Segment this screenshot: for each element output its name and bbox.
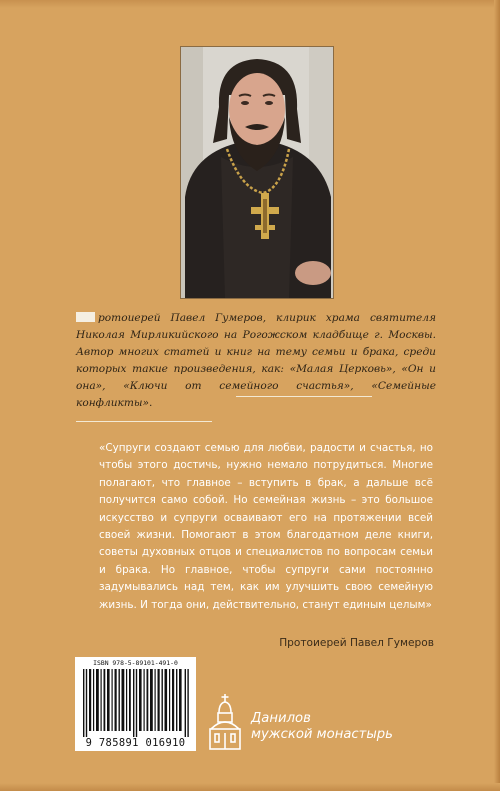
quote-author: Протоиерей Павел Гумеров xyxy=(279,637,434,649)
author-bio-text: ротоиерей Павел Гумеров, клирик храма святителя Николая Мирликийского на Рогожском кладбище г. Москвы. Автор многих статей и книг на тему семьи и брака, среди которых такие произведения, как: «Малая Церковь», «Он и она», «Ключи от семейного счастья», «Семейные конфликты». xyxy=(76,312,436,409)
isbn-number: ISBN 978-5-89101-491-0 xyxy=(93,659,178,667)
bio-initial-block xyxy=(76,312,95,322)
barcode-bars xyxy=(83,669,189,737)
publisher-name xyxy=(251,711,393,743)
cover-edge-right xyxy=(494,0,500,791)
author-portrait xyxy=(180,46,334,299)
cover-edge-top xyxy=(0,0,500,8)
divider-line xyxy=(236,396,372,397)
isbn-barcode xyxy=(75,657,196,751)
publisher-name-line1: Данилов xyxy=(251,711,311,726)
publisher-name-line2: мужской монастырь xyxy=(251,727,393,742)
monastery-logo-icon xyxy=(207,693,243,751)
cover-edge-bottom xyxy=(0,783,500,791)
author-quote: «Супруги создают семью для любви, радости и счастья, но чтобы этого достичь, нужно немало потрудиться. Многие полагают, что главное – вступить в брак, а дальше всё получится само собой. Но семейная жизнь – это большое искусство и супруги осваивают его на протяжении всей своей жизни. Помогают в этом благодатном деле книги, советы духовных отцов и специалистов по вопросам семьи и брака. Но главное, чтобы супруги сами постоянно задумывались над тем, как им улучшить свою семейную жизнь. И тогда они, действительно, станут единым целым» xyxy=(99,442,433,611)
author-portrait-drawing xyxy=(181,47,333,298)
barcode-digits: 9 785891 016910 xyxy=(85,737,186,749)
divider-line xyxy=(76,421,212,422)
